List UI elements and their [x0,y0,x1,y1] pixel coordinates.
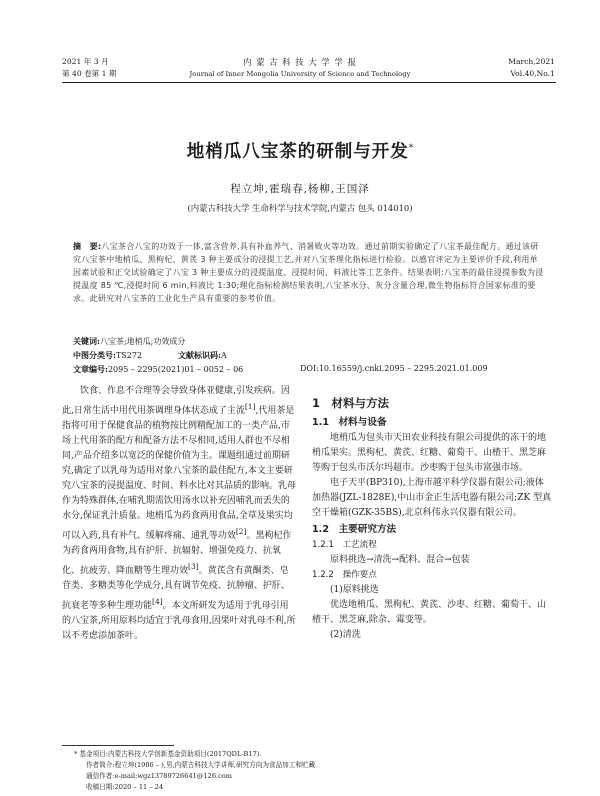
doc-code-label: 文献标识码: [178,350,221,360]
footnote-fund: * 基金项目:内蒙古科技大学创新基金资助项目(2017QDL-B17). [74,750,262,758]
title-block [0,138,600,163]
clc-value: TS272 [115,351,143,360]
header-date: 2021 年 3 月 [62,57,109,66]
step-heading: (1)原料挑选 [330,585,379,595]
left-column [62,384,297,644]
subsubsection-heading: 1.2.2 操作要点 [312,570,377,580]
intro-paragraph: 饮食、作息不合理等会导致身体亚健康,引发疾病。因此,日常生活中用代用茶调理身体状态成了主流[1],代用茶是指将可用于保健食品的植物按比例精配加工的一类产品,市场上代用茶的配方和配备方法不尽相同,适用人群也不尽相同,产品介绍多以宽泛的保健价值为主。课题组通过前期研究,确定了以乳母为适用对象八宝茶的最佳配方,本文主要研究八宝茶的浸提温度、时间、料水比对其品质的影响。乳母作为特殊群体,在哺乳期需饮用汤水以补充因哺乳而丢失的水分,保证乳汁质量。地梢瓜为药食两用食品,全草及果实均可以入药,具有补气、缓解疼痛、通乳等功效[2]。黑枸杞作为药食两用食物,具有护肝、抗辐射、增强免疫力、抗氧化、抗疲劳、降血糖等生理功效[3]。黄芪含有黄酮类、皂苷类、多糖类等化学成分,具有调节免疫、抗肿瘤、护肝、抗衰老等多种生理功能[4]。本文所研发为适用于乳母引用的八宝茶,所用原料均适宜于乳母食用,因果叶对乳母不利,所以不考虑添加茶叶。 [62,386,297,641]
title-footnote-mark: * [408,143,414,154]
paper-title: 地梢瓜八宝茶的研制与开发 [186,142,409,162]
article-number [73,363,243,376]
clc-label: 中图分类号: [73,350,116,360]
article-no-label: 文章编号: [73,364,108,374]
abstract-label: 摘 要: [73,242,102,251]
affiliation: (内蒙古科技大学 生命科学与技术学院,内蒙古 包头 014010) [187,203,413,213]
footnote-rule [62,745,174,746]
clc-number [73,349,142,362]
footnote-received-date: 收稿日期:2020 – 11 – 24 [86,783,164,791]
header-rule [62,82,556,83]
doi: DOI:10.16559/j.cnki.2095 – 2295.2021.01.009 [300,364,488,373]
header-date-en: March,2021 [508,57,555,66]
process-flow: 原料挑选→清洗→配料、混合→包装 [330,555,470,565]
keywords-label: 关键词: [73,336,100,346]
materials-paragraph: 地梢瓜为包头市天田农业科技有限公司提供的冻干的地梢瓜果实。黑枸杞、黄芪、红糖、葡萄干、山楂干、黑芝麻等购于包头市沃尔玛超市。沙枣购于包头市富强市场。 [312,433,547,473]
section-heading: 1 材料与方法 [312,396,390,410]
subsubsection-heading: 1.2.1 工艺流程 [312,540,377,550]
citation: [4] [152,597,163,606]
header-issue: 第 40 卷第 1 期 [62,69,117,78]
abstract [73,240,545,305]
equipment-paragraph: 电子天平(BP310),上海市越平科学仪器有限公司;液体加热器(JZL-1828E),中山市金正生活电器有限公司;ZK 型真空干燥箱(GZK-35BS),北京科伟永兴仪器有限公司。 [312,478,552,518]
subsection-heading: 1.1 材料与设备 [312,417,387,428]
citation: [1] [244,402,256,411]
authors: 程立坤,霍瑞春,杨柳,王国泽 [230,183,370,195]
footnote-email: 通信作者:e-mail:wgz13789726641@126.com [86,772,233,780]
subsection-heading: 1.2 主要研究方法 [312,524,397,535]
header-vol-en: Vol.40,No.1 [510,69,555,78]
header-journal-cn: 内 蒙 古 科 技 大 学 学 报 [243,57,357,67]
step-heading: (2)清洗 [330,630,361,640]
doc-code-value: A [220,351,227,360]
right-column [312,392,552,643]
citation: [3] [188,562,199,571]
document-code [178,349,227,362]
keywords [73,335,185,348]
footnote-author-bio: 作者简介:程立坤(1986 – ),男,内蒙古科技大学讲师,研究方向为食品加工和贮藏. [86,761,318,769]
citation: [2] [235,527,247,536]
article-no-value: 2095 – 2295(2021)01 – 0052 – 06 [107,365,244,374]
keywords-text: 八宝茶;地梢瓜;功效成分 [99,337,186,346]
step-text: 优选地梢瓜、黑枸杞、黄芪、沙枣、红糖、葡萄干、山楂干、黑芝麻,除杂、霉变等。 [312,600,547,625]
abstract-text: 八宝茶合八宝的功效于一体,富含营养,具有补血养气、消暑败火等功效。通过前期实验确定了八宝茶最佳配方。通过该研究八宝茶中地梢瓜、黑枸杞、黄芪 3 种主要成分的浸提工艺,并对八宝茶理化指标进行检验。以感官评定为主要评价手段,利用单因素试验和正交试验确定了八宝 3 种主要成分的浸提温度、浸提时间、料液比等工艺条件。结果表明:八宝茶的最佳浸提参数为浸提温度 85 ℃,浸提时间 6 min,料液比 1:30;理化指标检测结果表明,八宝茶水分、灰分含量合理,微生物指标符合国家标准的要求。此研究对八宝茶的工业化生产具有重要的参考价值。 [73,242,544,303]
header-journal-en: Journal of Inner Mongolia University of Science and Technology [189,70,411,78]
